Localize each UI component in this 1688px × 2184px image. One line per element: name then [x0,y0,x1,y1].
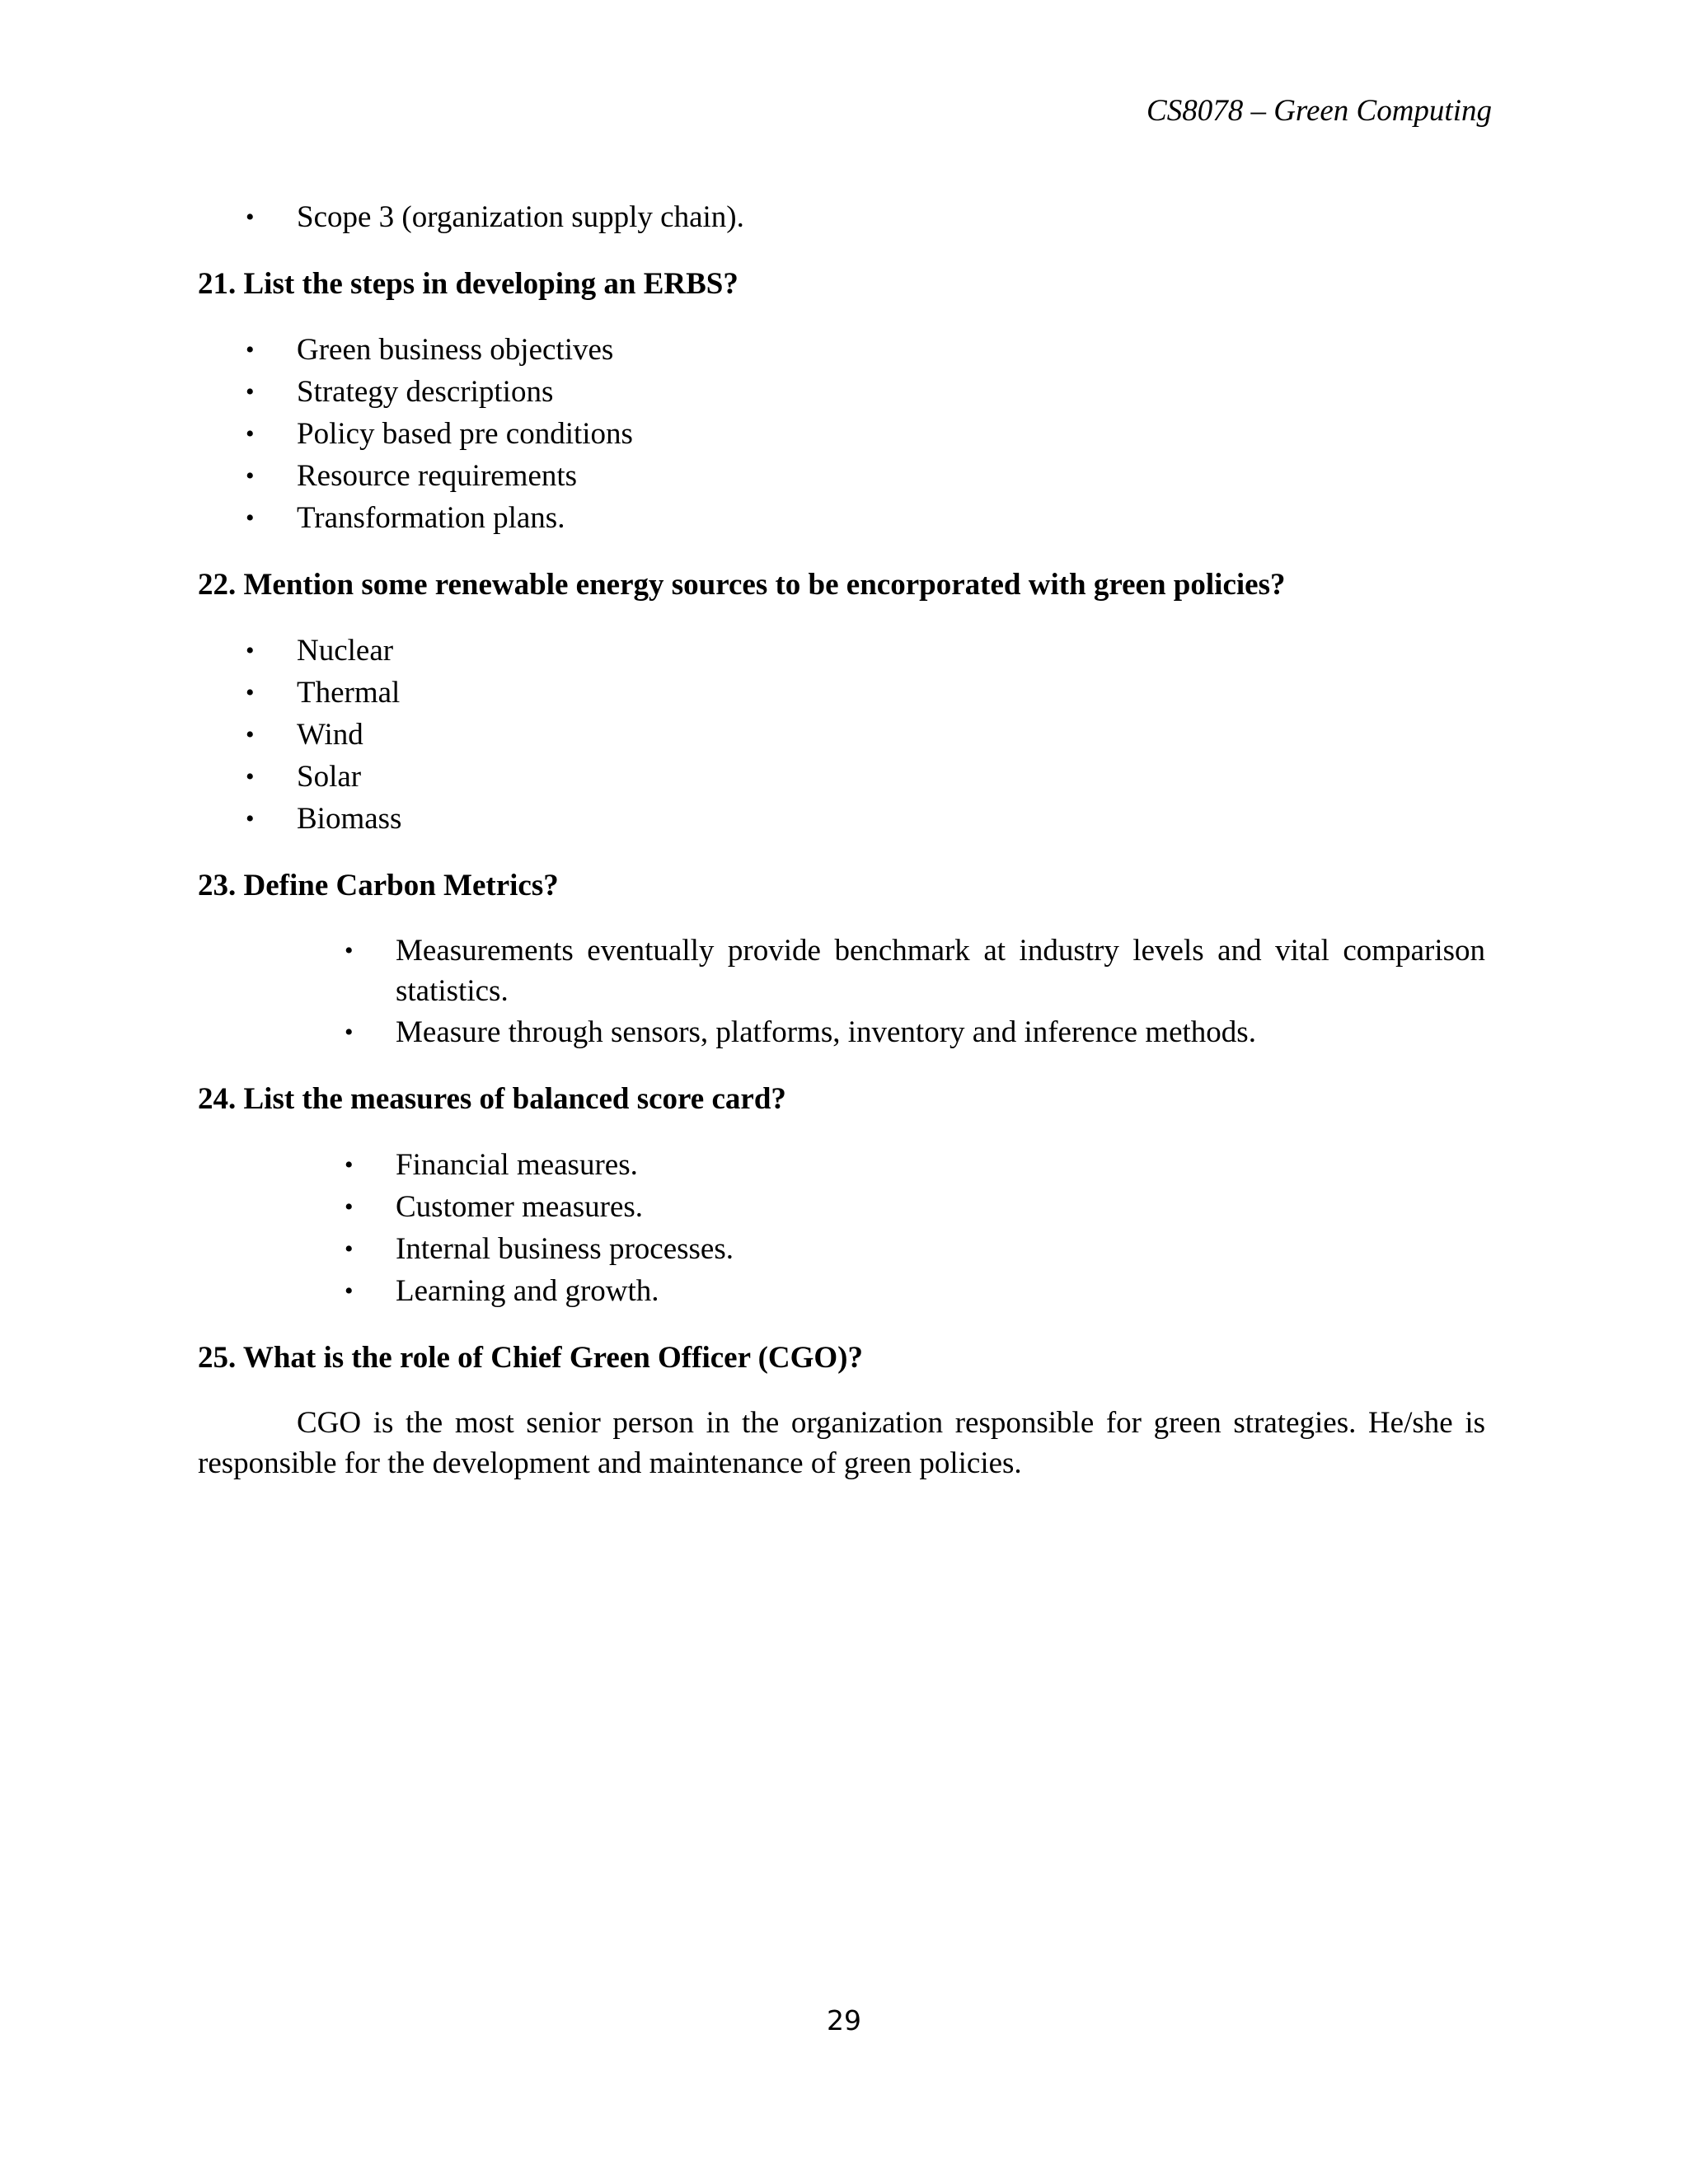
question-24-title: 24. List the measures of balanced score card? [198,1082,786,1116]
question-22-title: 22. Mention some renewable energy sources to be encorporated with green policies? [198,568,1286,602]
bullet-icon: • [246,462,255,490]
bullet-icon: • [345,1193,354,1221]
bullet-icon: • [246,763,255,790]
bullet-icon: • [345,1151,354,1179]
question-22-list [198,630,1485,840]
document-body [198,196,1485,1483]
bullet-icon: • [246,204,255,231]
list-item: • Internal business processes. [198,1228,1485,1270]
bullet-icon: • [246,336,255,363]
question-23-list [198,930,1485,1053]
bullet-icon: • [246,378,255,405]
list-item: • Customer measures. [198,1186,1485,1228]
list-item: • Measurements eventually provide benchmark at industry levels and vital comparison statistics. [198,930,1485,1011]
bullet-icon: • [246,679,255,706]
list-item: • Solar [198,756,1485,798]
list-item: • Measure through sensors, platforms, inventory and inference methods. [198,1011,1485,1053]
list-item: • Learning and growth. [198,1270,1485,1312]
bullet-icon: • [345,1235,354,1263]
list-item: • Thermal [198,672,1485,714]
bullet-icon: • [345,1277,354,1305]
list-item: • Wind [198,714,1485,756]
question-21-list [198,329,1485,539]
list-item: • Transformation plans. [198,497,1485,539]
bullet-icon: • [345,937,354,964]
question-23-title: 23. Define Carbon Metrics? [198,869,559,902]
list-item: • Scope 3 (organization supply chain). [198,196,1485,238]
list-item: • Financial measures. [198,1144,1485,1186]
intro-list [198,196,1485,238]
page-header-course: CS8078 – Green Computing [1146,94,1492,128]
question-21-title: 21. List the steps in developing an ERBS? [198,267,738,301]
page-number: 29 [827,2004,861,2036]
list-item: • Nuclear [198,630,1485,672]
bullet-icon: • [246,805,255,832]
question-25-title: 25. What is the role of Chief Green Officer (CGO)? [198,1341,864,1375]
bullet-icon: • [345,1019,354,1046]
list-item: • Policy based pre conditions [198,413,1485,455]
bullet-icon: • [246,637,255,664]
question-25-answer: CGO is the most senior person in the organization responsible for green strategies. He/she is responsible for the development and maintenance of green policies. [198,1406,1485,1480]
list-item: • Strategy descriptions [198,371,1485,413]
bullet-icon: • [246,721,255,748]
question-24-list [198,1144,1485,1312]
list-item: • Biomass [198,798,1485,840]
bullet-icon: • [246,504,255,532]
list-item: • Resource requirements [198,455,1485,497]
list-item: • Green business objectives [198,329,1485,371]
bullet-icon: • [246,420,255,448]
